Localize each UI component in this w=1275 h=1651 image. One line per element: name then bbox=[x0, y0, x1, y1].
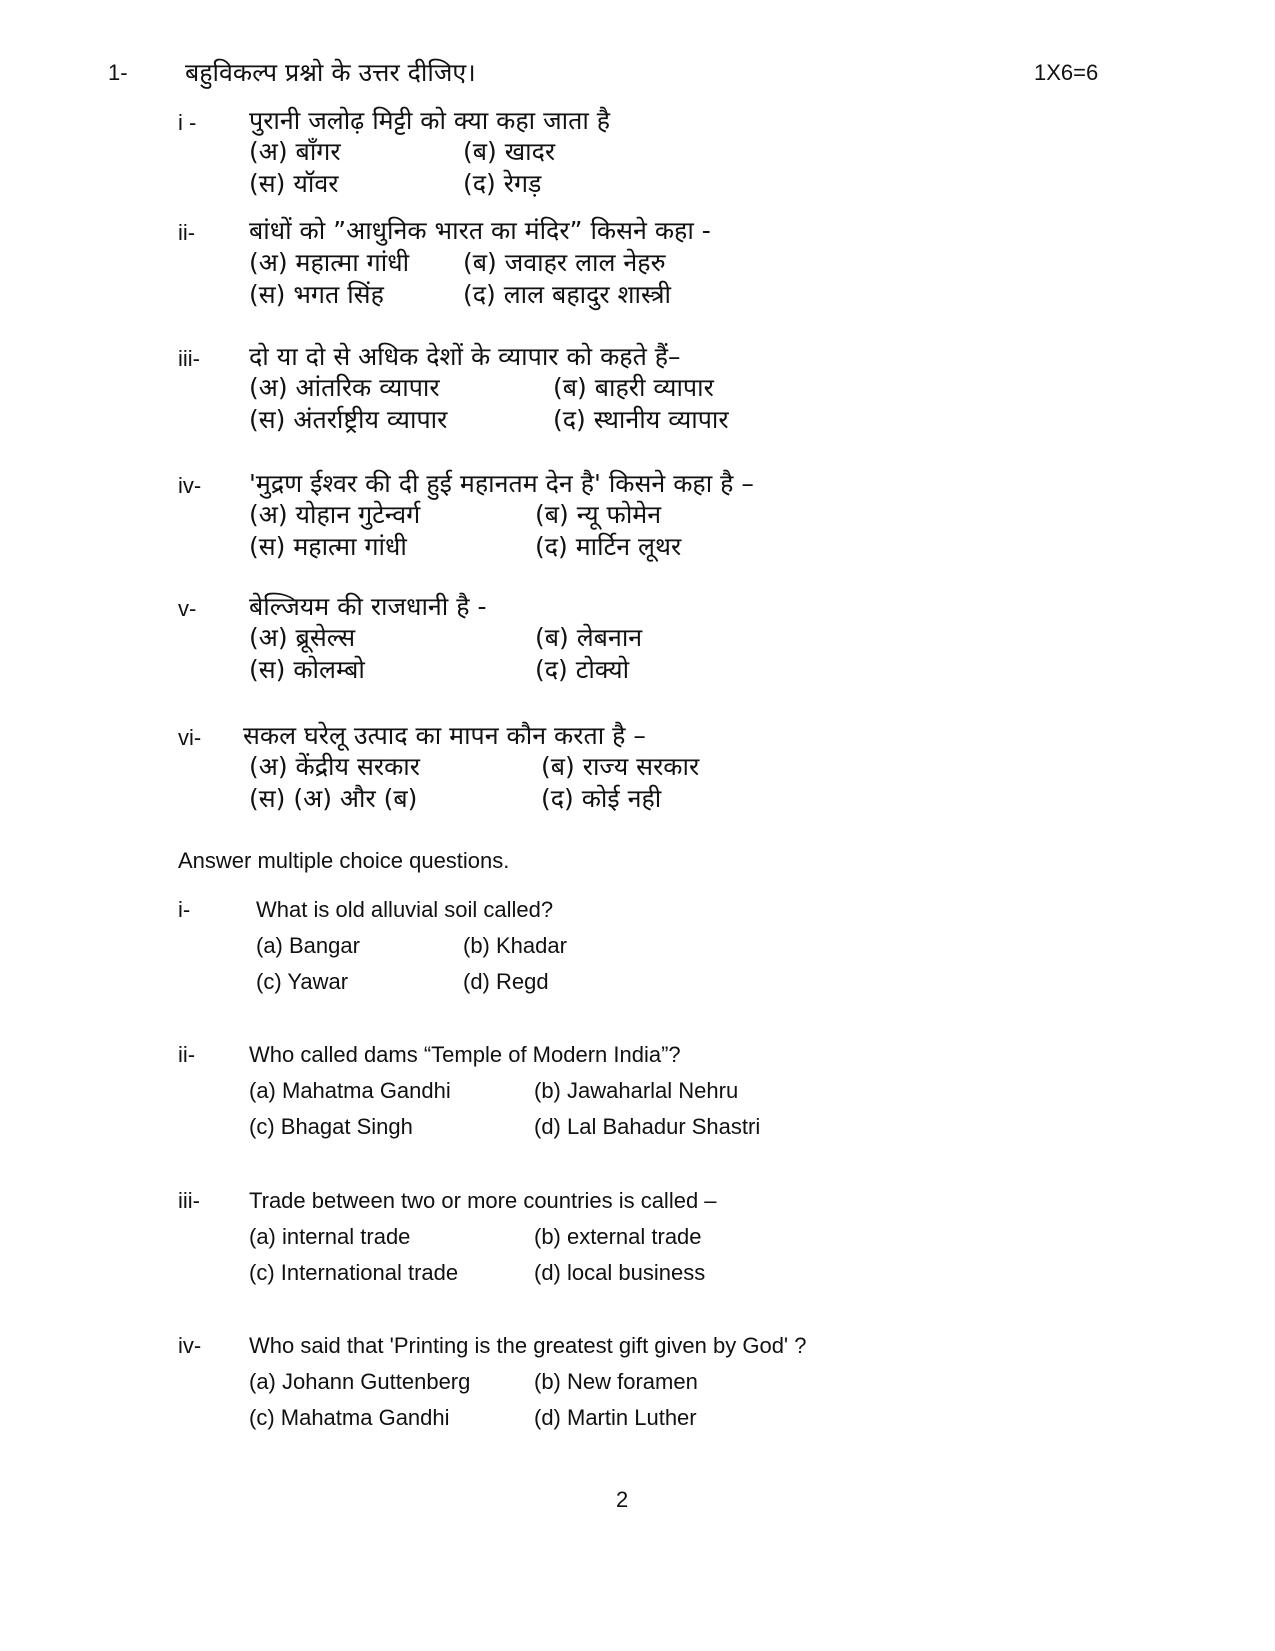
english-q1-option-b: (b) Khadar bbox=[463, 933, 567, 958]
hindi-q4-text: 'मुद्रण ईश्वर की दी हुई महानतम देन है' किसने कहा है – bbox=[249, 469, 754, 498]
hindi-q1-option-c: (स) यॉवर bbox=[249, 169, 339, 198]
hindi-q2-option-b: (ब) जवाहर लाल नेहरु bbox=[463, 248, 666, 277]
hindi-q5-option-c: (स) कोलम्बो bbox=[249, 655, 365, 684]
english-q4-option-d: (d) Martin Luther bbox=[534, 1405, 697, 1430]
hindi-q6-option-a: (अ) केंद्रीय सरकार bbox=[249, 752, 420, 781]
english-heading: Answer multiple choice questions. bbox=[178, 848, 510, 873]
hindi-q4-option-c: (स) महात्मा गांधी bbox=[249, 532, 407, 561]
hindi-q5-option-a: (अ) ब्रूसेल्स bbox=[249, 623, 356, 652]
english-q1-option-d: (d) Regd bbox=[463, 969, 549, 994]
english-q3-option-d: (d) local business bbox=[534, 1260, 706, 1285]
hindi-q2-option-a: (अ) महात्मा गांधी bbox=[249, 248, 410, 277]
hindi-q6-text: सकल घरेलू उत्पाद का मापन कौन करता है – bbox=[243, 721, 646, 750]
hindi-q6-option-b: (ब) राज्य सरकार bbox=[541, 752, 700, 781]
hindi-q6-number: vi- bbox=[178, 725, 202, 750]
english-q2-text: Who called dams “Temple of Modern India”? bbox=[249, 1042, 681, 1067]
hindi-q3-number: iii- bbox=[178, 346, 200, 371]
english-q4-option-b: (b) New foramen bbox=[534, 1369, 698, 1394]
hindi-q5-option-d: (द) टोक्यो bbox=[535, 655, 630, 684]
hindi-q2-option-d: (द) लाल बहादुर शास्त्री bbox=[463, 280, 671, 309]
hindi-q6-option-d: (द) कोई नही bbox=[541, 784, 662, 813]
instruction-hindi: बहुविकल्प प्रश्नो के उत्तर दीजिए। bbox=[185, 58, 476, 87]
hindi-q3-option-b: (ब) बाहरी व्यापार bbox=[553, 373, 714, 402]
hindi-q4-number: iv- bbox=[178, 473, 202, 498]
english-q2-option-c: (c) Bhagat Singh bbox=[249, 1114, 413, 1139]
hindi-q5-number: v- bbox=[178, 596, 197, 621]
page-number: 2 bbox=[616, 1487, 629, 1512]
english-q1-option-c: (c) Yawar bbox=[256, 969, 349, 994]
english-q4-option-a: (a) Johann Guttenberg bbox=[249, 1369, 471, 1394]
hindi-q1-option-d: (द) रेगड़ bbox=[463, 169, 542, 198]
english-q2-option-a: (a) Mahatma Gandhi bbox=[249, 1078, 451, 1103]
english-q3-option-b: (b) external trade bbox=[534, 1224, 702, 1249]
english-q2-number: ii- bbox=[178, 1042, 196, 1067]
english-q3-option-a: (a) internal trade bbox=[249, 1224, 411, 1249]
english-q2-option-b: (b) Jawaharlal Nehru bbox=[534, 1078, 739, 1103]
hindi-q4-option-d: (द) मार्टिन लूथर bbox=[535, 532, 682, 561]
hindi-q2-option-c: (स) भगत सिंह bbox=[249, 280, 384, 309]
hindi-q1-text: पुरानी जलोढ़ मिट्टी को क्या कहा जाता है bbox=[249, 106, 611, 135]
english-q1-text: What is old alluvial soil called? bbox=[256, 897, 554, 922]
question-number: 1- bbox=[108, 60, 128, 85]
english-q3-option-c: (c) International trade bbox=[249, 1260, 459, 1285]
hindi-q3-option-a: (अ) आंतरिक व्यापार bbox=[249, 373, 440, 402]
hindi-q4-option-b: (ब) न्यू फोमेन bbox=[535, 500, 662, 529]
english-q1-number: i- bbox=[178, 897, 191, 922]
hindi-q4-option-a: (अ) योहान गुटेन्वर्ग bbox=[249, 500, 421, 529]
hindi-q5-text: बेल्जियम की राजधानी है - bbox=[249, 592, 487, 621]
english-q3-text: Trade between two or more countries is called – bbox=[249, 1188, 717, 1213]
hindi-q6-option-c: (स) (अ) और (ब) bbox=[249, 784, 418, 813]
english-q1-option-a: (a) Bangar bbox=[256, 933, 360, 958]
hindi-q1-option-b: (ब) खादर bbox=[463, 137, 556, 166]
hindi-q1-option-a: (अ) बाँगर bbox=[249, 137, 341, 166]
hindi-q1-number: i - bbox=[178, 110, 197, 135]
hindi-q3-text: दो या दो से अधिक देशों के व्यापार को कहते हैं– bbox=[249, 342, 681, 371]
english-q4-number: iv- bbox=[178, 1333, 202, 1358]
english-q2-option-d: (d) Lal Bahadur Shastri bbox=[534, 1114, 761, 1139]
english-q4-option-c: (c) Mahatma Gandhi bbox=[249, 1405, 450, 1430]
hindi-q3-option-c: (स) अंतर्राष्ट्रीय व्यापार bbox=[249, 405, 448, 434]
hindi-q2-text: बांधों को ”आधुनिक भारत का मंदिर” किसने कहा - bbox=[249, 216, 711, 245]
english-q3-number: iii- bbox=[178, 1188, 200, 1213]
marks-label: 1X6=6 bbox=[1034, 60, 1099, 85]
english-q4-text: Who said that 'Printing is the greatest gift given by God' ? bbox=[249, 1333, 807, 1358]
hindi-q3-option-d: (द) स्थानीय व्यापार bbox=[553, 405, 729, 434]
hindi-q2-number: ii- bbox=[178, 220, 196, 245]
hindi-q5-option-b: (ब) लेबनान bbox=[535, 623, 643, 652]
